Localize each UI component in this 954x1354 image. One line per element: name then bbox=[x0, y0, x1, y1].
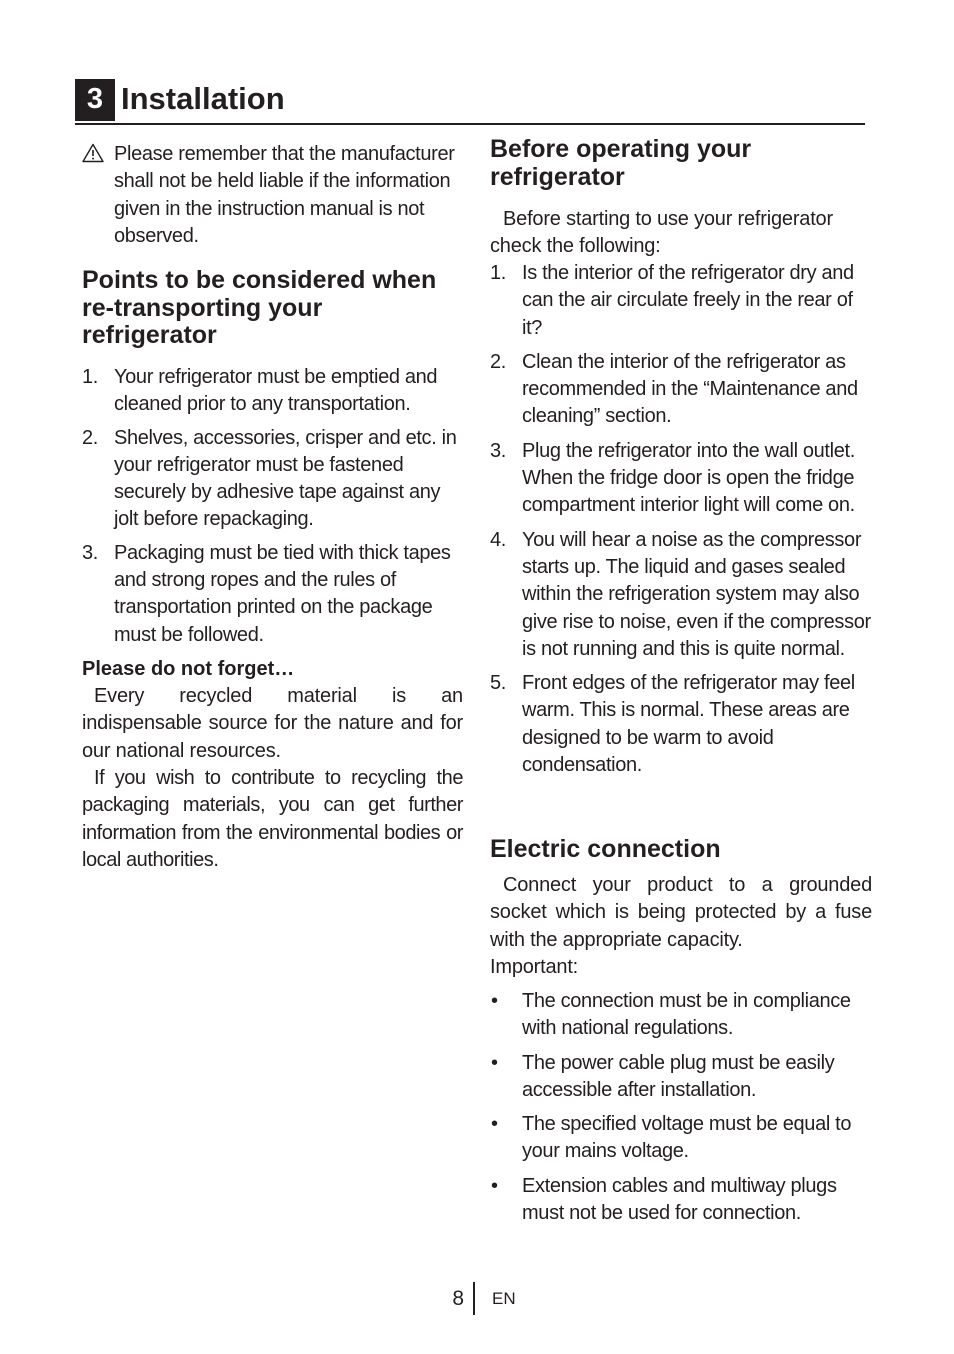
list-item bbox=[490, 988, 872, 1043]
list-marker: 1. bbox=[82, 366, 98, 388]
recycling-paragraph-2: If you wish to contribute to recycling the packaging materials, you can get further information from the environmental bodies or local authorities. bbox=[82, 767, 463, 871]
bullet-marker: • bbox=[491, 1113, 498, 1136]
warning-text: Please remember that the manufacturer shall not be held liable if the information given in the instruction manual is not observed. bbox=[114, 143, 455, 247]
section-heading-retransport: Points to be considered when re-transporting your refrigerator bbox=[82, 266, 437, 349]
list-item bbox=[490, 349, 872, 431]
bullet-marker: • bbox=[491, 990, 498, 1012]
bullet-marker: • bbox=[491, 1051, 498, 1074]
important-label: Important: bbox=[490, 956, 579, 978]
list-item bbox=[490, 670, 872, 779]
list-item-text: Your refrigerator must be emptied and cleaned prior to any transportation. bbox=[114, 366, 438, 416]
list-item bbox=[490, 260, 872, 342]
list-marker: 3. bbox=[82, 541, 98, 564]
list-item bbox=[490, 1111, 872, 1166]
list-item-text: Packaging must be tied with thick tapes and strong ropes and the rules of transportation printed on the package must be followed. bbox=[114, 541, 451, 646]
bullet-marker: • bbox=[491, 1174, 498, 1197]
recycling-paragraph-1: Every recycled material is an indispensable source for the nature and for our national resources. bbox=[82, 685, 463, 762]
electric-intro: Connect your product to a grounded socket which is being protected by a fuse with the appropriate capacity. bbox=[490, 874, 872, 951]
retransport-list bbox=[82, 364, 463, 649]
list-item bbox=[82, 425, 463, 534]
footer-divider bbox=[473, 1282, 475, 1315]
list-marker: 4. bbox=[490, 528, 506, 551]
chapter-number: 3 bbox=[75, 79, 115, 121]
language-code: EN bbox=[492, 1289, 516, 1308]
list-marker: 5. bbox=[490, 672, 506, 695]
list-item bbox=[490, 527, 872, 663]
list-item-text: Shelves, accessories, crisper and etc. in your refrigerator must be fastened securely by adhesive tape against any jolt before repackaging. bbox=[114, 426, 457, 531]
list-item-text: The connection must be in compliance with national regulations. bbox=[522, 990, 851, 1040]
before-operating-list bbox=[490, 260, 872, 779]
before-intro: Before starting to use your refrigerator check the following: bbox=[490, 208, 833, 258]
warning-triangle-icon bbox=[82, 143, 104, 163]
section-heading-before-operating: Before operating your refrigerator bbox=[490, 135, 752, 191]
warning-note bbox=[82, 141, 463, 251]
section-heading-electric-connection: Electric connection bbox=[490, 835, 721, 863]
page-number: 8 bbox=[452, 1287, 464, 1310]
list-item bbox=[490, 1050, 872, 1105]
list-item bbox=[82, 540, 463, 649]
list-item bbox=[490, 438, 872, 520]
list-marker: 2. bbox=[82, 426, 98, 449]
chapter-title: Installation bbox=[121, 81, 285, 116]
chapter-header bbox=[75, 79, 865, 125]
list-item-text: The specified voltage must be equal to your mains voltage. bbox=[522, 1113, 852, 1163]
list-item-text: Front edges of the refrigerator may feel warm. This is normal. These areas are designed to be warm to avoid condensation. bbox=[522, 672, 855, 777]
list-item-text: Is the interior of the refrigerator dry and can the air circulate freely in the rear of it? bbox=[522, 262, 854, 339]
list-item-text: You will hear a noise as the compressor starts up. The liquid and gases sealed within the refrigeration system may also give rise to noise, even if the compressor is not running and this is quite normal. bbox=[522, 528, 871, 660]
list-marker: 1. bbox=[490, 262, 506, 284]
list-item bbox=[490, 1173, 872, 1228]
list-item bbox=[82, 364, 463, 419]
list-marker: 2. bbox=[490, 350, 506, 373]
electric-bullet-list bbox=[490, 988, 872, 1227]
recycling-heading: Please do not forget… bbox=[82, 658, 295, 680]
list-item-text: Plug the refrigerator into the wall outlet. When the fridge door is open the fridge compartment interior light will come on. bbox=[522, 439, 855, 517]
list-marker: 3. bbox=[490, 439, 506, 462]
list-item-text: Clean the interior of the refrigerator as recommended in the “Maintenance and cleaning” section. bbox=[522, 350, 858, 428]
list-item-text: Extension cables and multiway plugs must not be used for connection. bbox=[522, 1174, 837, 1225]
list-item-text: The power cable plug must be easily accessible after installation. bbox=[522, 1051, 835, 1101]
